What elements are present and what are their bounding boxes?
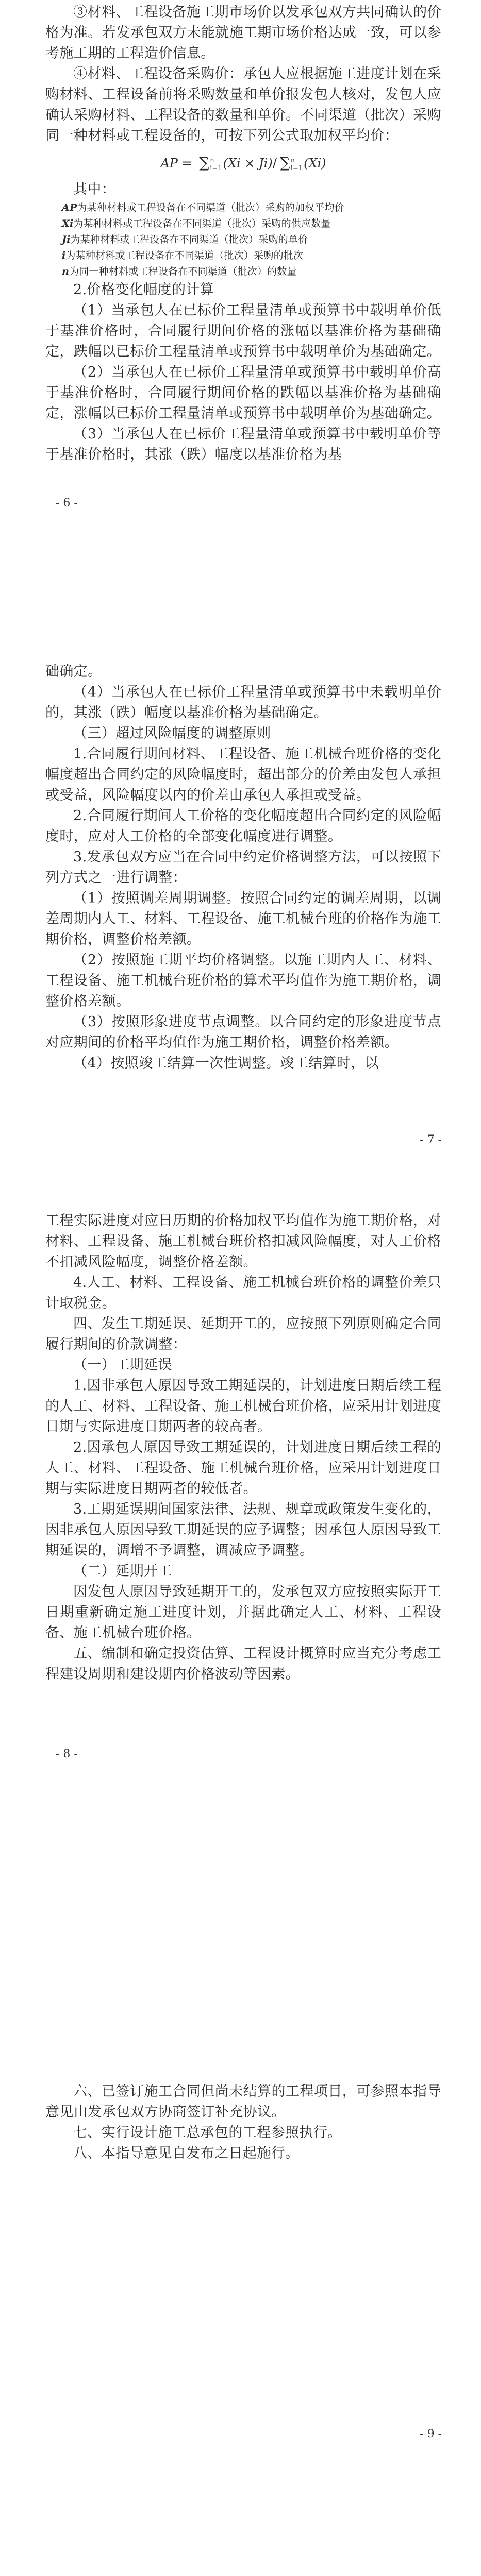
body-paragraph: （2）当承包人在已标价工程量清单或预算书中载明单价高于基准价格时，合同履行期间价格的跌幅以基准价格为基础确定，涨幅以已标价工程量清单或预算书中载明单价为基础确定。 (45, 364, 441, 421)
definition-symbol: n (62, 266, 70, 277)
section-heading: 2.价格变化幅度的计算 (73, 282, 214, 298)
body-paragraph: （1）按照调差周期调整。按照合同约定的调差周期，以调差周期内人工、材料、工程设备、施工机械台班的价格作为施工期价格，调整价格差额。 (45, 890, 441, 947)
definition-symbol: i (62, 250, 66, 261)
body-paragraph: 2.因承包人原因导致工期延误的，计划进度日期后续工程的人工、材料、工程设备、施工机械台班价格，应采用计划进度日期与实际进度日期两者的较低者。 (45, 1439, 441, 1497)
body-paragraph: 1.因非承包人原因导致工期延误的，计划进度日期后续工程的人工、材料、工程设备、施工机械台班价格，应采用计划进度日期与实际进度日期两者的较高者。 (45, 1378, 441, 1435)
where-label: 其中： (73, 181, 116, 197)
definition-symbol: AP (62, 202, 77, 213)
body-paragraph: 3.发承包双方应当在合同中约定价格调整方法，可以按照下列方式之一进行调整： (45, 849, 441, 886)
body-paragraph: （3）按照形象进度节点调整。以合同约定的形象进度节点对应期间的价格平均值作为施工期价格，调整价格差额。 (45, 1014, 441, 1050)
definition-text: 为某种材料或工程设备在不同渠道（批次）采购的供应数量 (73, 218, 331, 229)
continued-paragraph: 工程实际进度对应日历期的价格加权平均值作为施工期价格，对材料、工程设备、施工机械台班价格扣减风险幅度，对人工价格不扣减风险幅度，调整价格差额。 (45, 1213, 441, 1270)
formula-slash: / (272, 156, 277, 171)
formula-numerator: (Xi × Ji) (223, 156, 273, 171)
page-number: - 8 - (56, 1748, 78, 1760)
section-heading: （二）延期开工 (73, 1563, 172, 1579)
section-heading: 五、编制和确定投资估算、工程设计概算时应当充分考虑工程建设周期和建设期内价格波动等因素。 (45, 1646, 441, 1682)
section-heading: 八、本指导意见自发布之日起施行。 (73, 2145, 300, 2161)
page-number: - 7 - (420, 1133, 442, 1146)
definition-row (62, 232, 441, 248)
body-paragraph: 因发包人原因导致延期开工的，发承包双方应按照实际开工日期重新确定施工进度计划，并据此确定人工、材料、工程设备、施工机械台班价格。 (45, 1584, 441, 1641)
weighted-average-formula (45, 146, 441, 179)
body-paragraph: 4.人工、材料、工程设备、施工机械台班价格的调整价差只计取税金。 (45, 1275, 441, 1311)
body-paragraph: 3.工期延误期间国家法律、法规、规章或政策发生变化的，因非承包人原因导致工期延误的应予调整；因承包人原因导致工期延误的，调增不予调整，调减应予调整。 (45, 1501, 441, 1558)
body-paragraph: ④材料、工程设备采购价：承包人应根据施工进度计划在采购材料、工程设备前将采购数量和单价报发包人核对，发包人应确认采购材料、工程设备的数量和单价。不同渠道（批次）采购同一种材料或工程设备的，可按下列公式取加权平均价： (45, 66, 441, 144)
sum-lower-limit: i=1 (210, 164, 222, 172)
section-heading: （三）超过风险幅度的调整原则 (73, 725, 271, 741)
document-page-7 (45, 662, 441, 1074)
section-heading: 四、发生工期延误、延期开工的，应按照下列原则确定合同履行期间的价款调整： (45, 1316, 441, 1352)
definition-text: 为某种材料或工程设备在不同渠道（批次）采购的加权平均价 (77, 202, 344, 213)
continued-paragraph: 础确定。 (45, 664, 102, 680)
document-page-6 (45, 2, 441, 465)
definition-text: 为某种材料或工程设备在不同渠道（批次）采购的单价 (70, 234, 308, 245)
body-paragraph: （2）按照施工期平均价格调整。以施工期内人工、材料、工程设备、施工机械台班价格的算术平均值作为施工期价格，调整价格差额。 (45, 952, 441, 1009)
variable-definitions (45, 200, 441, 280)
body-paragraph: 1.合同履行期间材料、工程设备、施工机械台班价格的变化幅度超出合同约定的风险幅度时，超出部分的价差由发包人承担或受益，风险幅度以内的价差由承包人承担或受益。 (45, 746, 441, 803)
section-heading: 七、实行设计施工总承包的工程参照执行。 (73, 2125, 342, 2141)
definition-text: 为某种材料或工程设备在不同渠道（批次）采购的批次 (65, 250, 304, 261)
formula-sum (199, 146, 222, 180)
page-number: - 6 - (56, 497, 78, 510)
page-number: - 9 - (420, 2428, 442, 2441)
definition-row (62, 216, 441, 232)
definition-symbol: Xi (62, 218, 74, 229)
body-paragraph: （4）按照竣工结算一次性调整。竣工结算时，以 (73, 1055, 379, 1071)
sum-upper-limit: n (210, 156, 214, 164)
definition-row (62, 200, 441, 216)
body-paragraph: （3）当承包人在已标价工程量清单或预算书中载明单价等于基准价格时，其涨（跌）幅度以基准价格为基 (45, 426, 441, 463)
definition-row (62, 264, 441, 280)
definition-symbol: Ji (62, 234, 71, 245)
document-page-8 (45, 1211, 441, 1685)
body-paragraph: （1）当承包人在已标价工程量清单或预算书中载明单价低于基准价格时，合同履行期间价格的涨幅以基准价格为基础确定，跌幅以已标价工程量清单或预算书中载明单价为基础确定。 (45, 302, 441, 360)
body-paragraph: ③材料、工程设备施工期市场价以发承包双方共同确认的价格为准。若发承包双方未能就施工期市场价格达成一致，可以参考施工期的工程造价信息。 (45, 4, 441, 61)
sum-lower-limit: i=1 (290, 164, 303, 172)
document-page-9 (45, 2081, 441, 2164)
body-paragraph: （4）当承包人在已标价工程量清单或预算书中未载明单价的，其涨（跌）幅度以基准价格为基础确定。 (45, 684, 441, 721)
sum-symbol: ∑ (199, 154, 210, 171)
formula-equals: = (177, 156, 196, 171)
definition-row (62, 248, 441, 264)
body-paragraph: 2.合同履行期间人工价格的变化幅度超出合同约定的风险幅度时，应对人工价格的全部变化幅度进行调整。 (45, 808, 441, 844)
formula-lhs: AP (160, 156, 178, 171)
definition-text: 为同一种材料或工程设备在不同渠道（批次）的数量 (69, 266, 297, 277)
sum-symbol: ∑ (279, 154, 290, 171)
formula-denominator: (Xi) (304, 156, 326, 171)
section-heading: （一）工期延误 (73, 1357, 172, 1373)
section-heading: 六、已签订施工合同但尚未结算的工程项目，可参照本指导意见由发承包双方协商签订补充协议。 (45, 2083, 441, 2120)
formula-sum (280, 146, 303, 180)
sum-upper-limit: n (290, 156, 295, 164)
